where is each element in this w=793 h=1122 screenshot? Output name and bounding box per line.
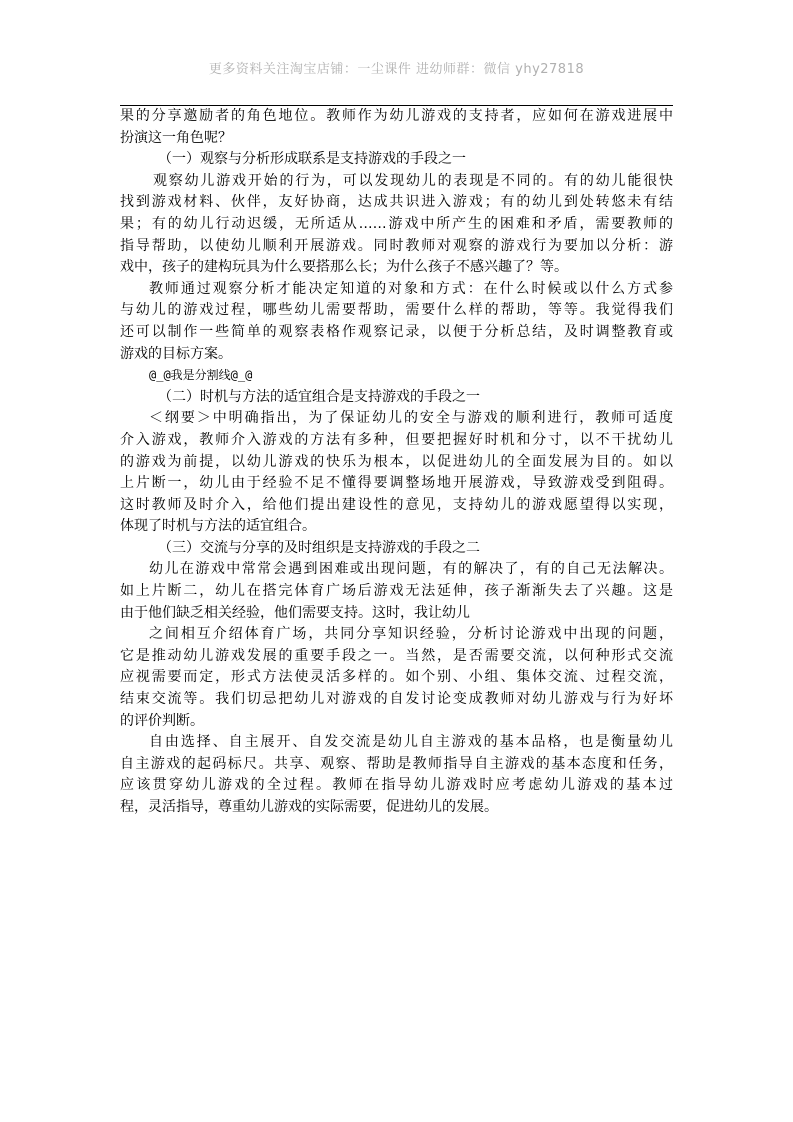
text-line: 自主游戏的起码标尺。共享、观察、帮助是教师指导自主游戏的基本态度和任务，: [120, 755, 673, 772]
text-line: （三）交流与分享的及时组织是支持游戏的手段之二: [158, 539, 480, 556]
text-line: 自由选择、自主展开、自发交流是幼儿自主游戏的基本品格，也是衡量幼儿: [149, 734, 673, 751]
text-line: 指导帮助，以使幼儿顺利开展游戏。同时教师对观察的游戏行为要加以分析：游: [120, 237, 673, 254]
text-line: 上片断一，幼儿由于经验不足不懂得要调整场地开展游戏，导致游戏受到阻碍。: [120, 475, 673, 492]
text-line: 的评价判断。: [120, 712, 204, 729]
text-line: 由于他们缺乏相关经验，他们需要支持。这时，我让幼儿: [120, 604, 470, 621]
text-line: 果的分享邀励者的角色地位。教师作为幼儿游戏的支持者，应如何在游戏进展中: [120, 108, 673, 124]
text-line: 教师通过观察分析才能决定知道的对象和方式：在什么时候或以什么方式参: [149, 280, 673, 297]
text-line: 它是推动幼儿游戏发展的重要手段之一。当然，是否需要交流，以何种形式交流: [120, 647, 673, 664]
text-line: 之间相互介绍体育广场，共同分享知识经验，分析讨论游戏中出现的问题，: [149, 626, 673, 643]
text-line: （二）时机与方法的适宜组合是支持游戏的手段之一: [158, 388, 480, 405]
text-line: 幼儿在游戏中常常会遇到困难或出现问题，有的解决了，有的自己无法解决。: [149, 561, 673, 578]
text-line: 扮演这一角色呢？: [120, 129, 232, 146]
text-line: 果；有的幼儿行动迟缓，无所适从……游戏中所产生的困难和矛盾，需要教师的: [120, 215, 673, 232]
text-line: @_@我是分割线@_@: [149, 368, 253, 383]
text-line: 应视需要而定，形式方法使灵活多样的。如个别、小组、集体交流、过程交流，: [120, 669, 673, 686]
text-line: 戏中，孩子的建构玩具为什么要搭那么长；为什么孩子不感兴趣了？等。: [120, 259, 568, 276]
text-line: 这时教师及时介入，给他们提出建设性的意见，支持幼儿的游戏愿望得以实现，: [120, 496, 673, 513]
text-line: 应该贯穿幼儿游戏的全过程。教师在指导幼儿游戏时应考虑幼儿游戏的基本过: [120, 777, 673, 794]
text-line: 还可以制作一些简单的观察表格作观察记录，以便于分析总结，及时调整教育或: [120, 323, 673, 340]
text-line: 程，灵活指导，尊重幼儿游戏的实际需要，促进幼儿的发展。: [120, 799, 498, 815]
text-line: 介入游戏，教师介入游戏的方法有多种，但要把握好时机和分寸，以不干扰幼儿: [120, 431, 673, 448]
text-line: 如上片断二，幼儿在搭完体育广场后游戏无法延伸，孩子渐渐失去了兴趣。这是: [120, 583, 673, 600]
text-line: 的游戏为前提，以幼儿游戏的快乐为根本，以促进幼儿的全面发展为目的。如以: [120, 453, 673, 470]
text-line: 找到游戏材料、伙伴，友好协商，达成共识进入游戏；有的幼儿到处转悠未有结: [120, 194, 673, 211]
text-line: 观察幼儿游戏开始的行为，可以发现幼儿的表现是不同的。有的幼儿能很快: [153, 172, 673, 189]
document-body: [120, 106, 673, 819]
text-line: 与幼儿的游戏过程，哪些幼儿需要帮助，需要什么样的帮助，等等。我觉得我们: [120, 302, 673, 319]
text-line: ＜纲要＞中明确指出，为了保证幼儿的安全与游戏的顺利进行，教师可适度: [149, 410, 673, 427]
text-line: 游戏的目标方案。: [120, 345, 232, 362]
text-line: 体现了时机与方法的适宜组合。: [120, 518, 316, 535]
text-line: （一）观察与分析形成联系是支持游戏的手段之一: [158, 151, 466, 168]
watermark-header: 更多资料关注淘宝店铺：一尘课件 进幼师群：微信 yhy27818: [208, 62, 585, 77]
text-line: 结束交流等。我们切忌把幼儿对游戏的自发讨论变成教师对幼儿游戏与行为好坏: [120, 691, 673, 708]
